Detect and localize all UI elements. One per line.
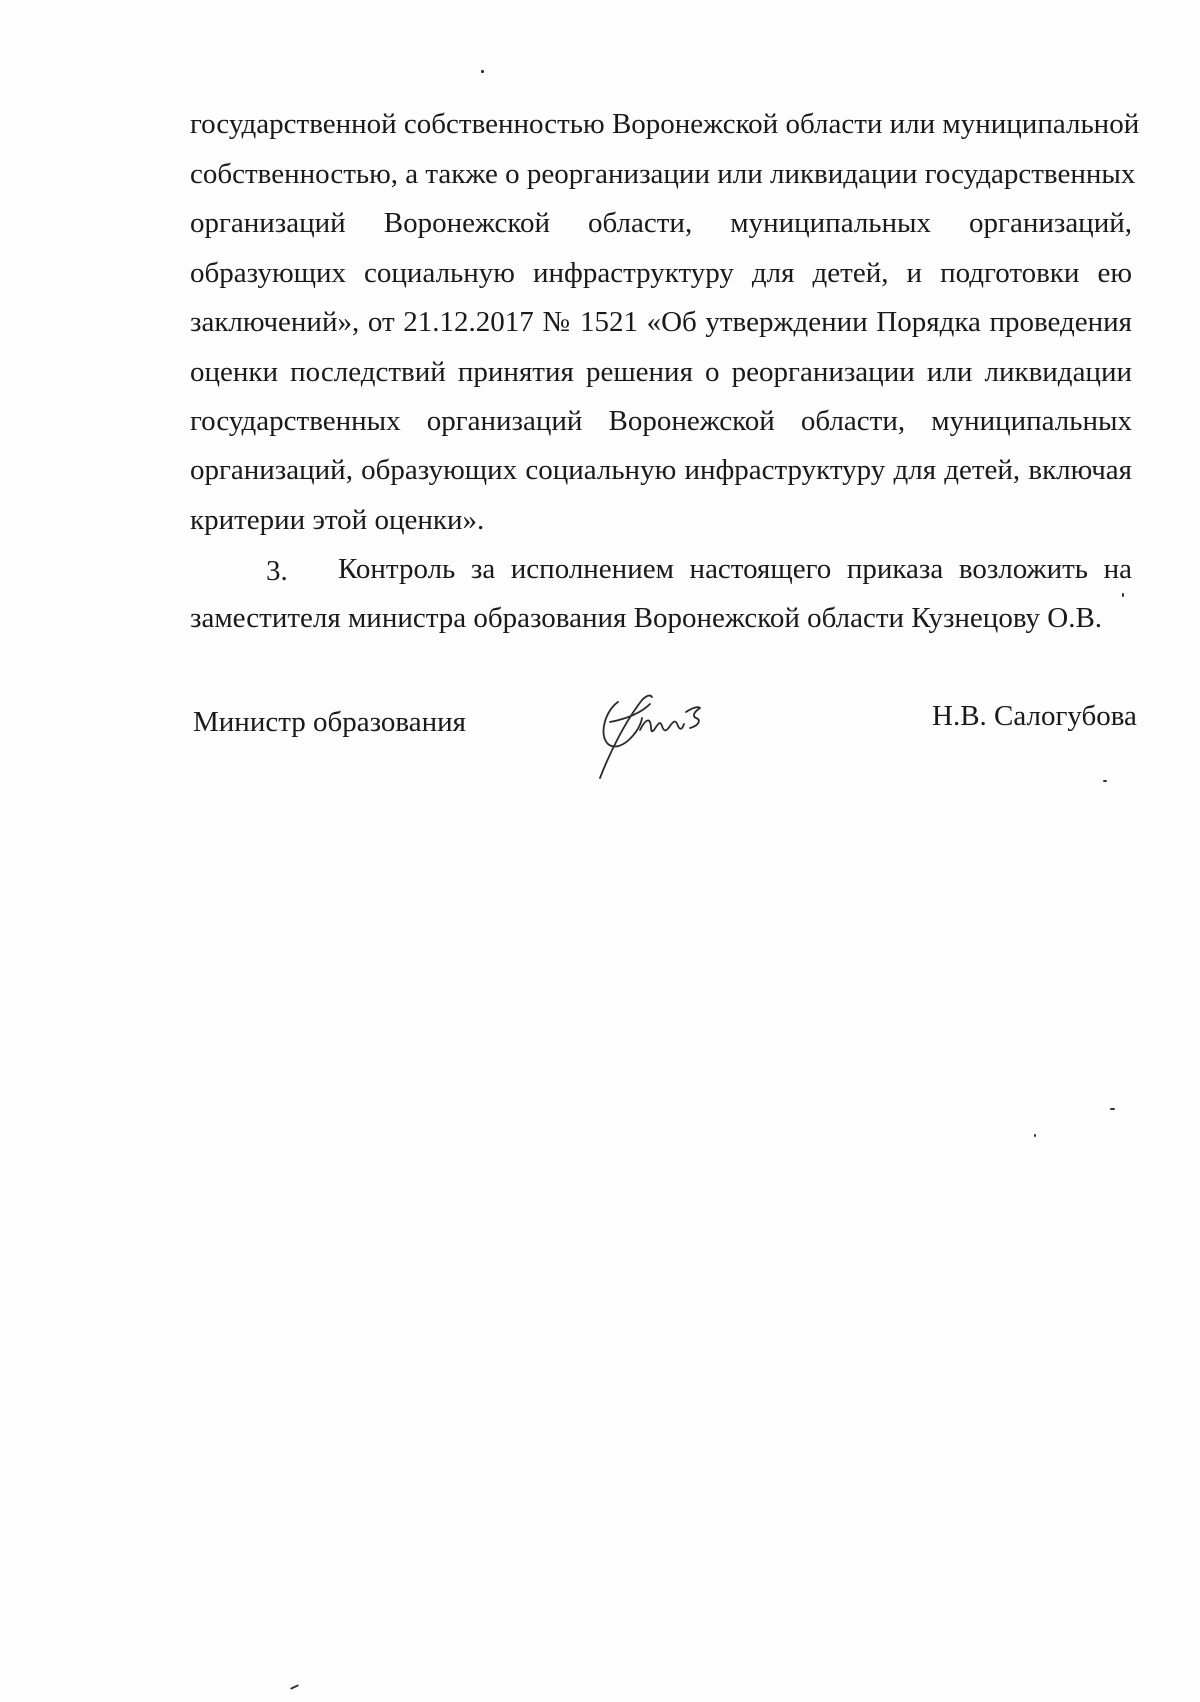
signatory-position: Министр образования bbox=[193, 706, 466, 738]
handwritten-signature bbox=[580, 682, 740, 792]
paragraph-line: заключений», от 21.12.2017 № 1521 «Об утверждении Порядка проведения bbox=[190, 306, 1132, 338]
scan-speck bbox=[481, 70, 484, 73]
paragraph-line: собственностью, а также о реорганизации или ликвидации государственных bbox=[190, 158, 1136, 190]
scan-speck bbox=[290, 1684, 299, 1690]
scan-speck bbox=[1034, 1134, 1036, 1137]
paragraph-line: государственных организаций Воронежской области, муниципальных bbox=[190, 405, 1132, 437]
item-3-line: заместителя министра образования Воронежской области Кузнецову О.В. bbox=[190, 602, 1103, 634]
paragraph-line: организаций Воронежской области, муниципальных организаций, bbox=[190, 207, 1132, 239]
paragraph-line: критерии этой оценки». bbox=[190, 504, 485, 536]
signatory-name: Н.В. Салогубова bbox=[932, 700, 1137, 732]
paragraph-line: государственной собственностью Воронежской области или муниципальной bbox=[190, 108, 1140, 140]
scan-speck bbox=[1103, 780, 1107, 782]
scan-speck bbox=[1122, 593, 1124, 597]
item-number: 3. bbox=[266, 555, 288, 587]
paragraph-line: оценки последствий принятия решения о реорганизации или ликвидации bbox=[190, 356, 1132, 388]
item-3-line: Контроль за исполнением настоящего приказа возложить на bbox=[338, 553, 1132, 585]
paragraph-line: организаций, образующих социальную инфраструктуру для детей, включая bbox=[190, 454, 1132, 486]
scan-speck bbox=[1110, 1108, 1115, 1110]
paragraph-line: образующих социальную инфраструктуру для детей, и подготовки ею bbox=[190, 257, 1132, 289]
